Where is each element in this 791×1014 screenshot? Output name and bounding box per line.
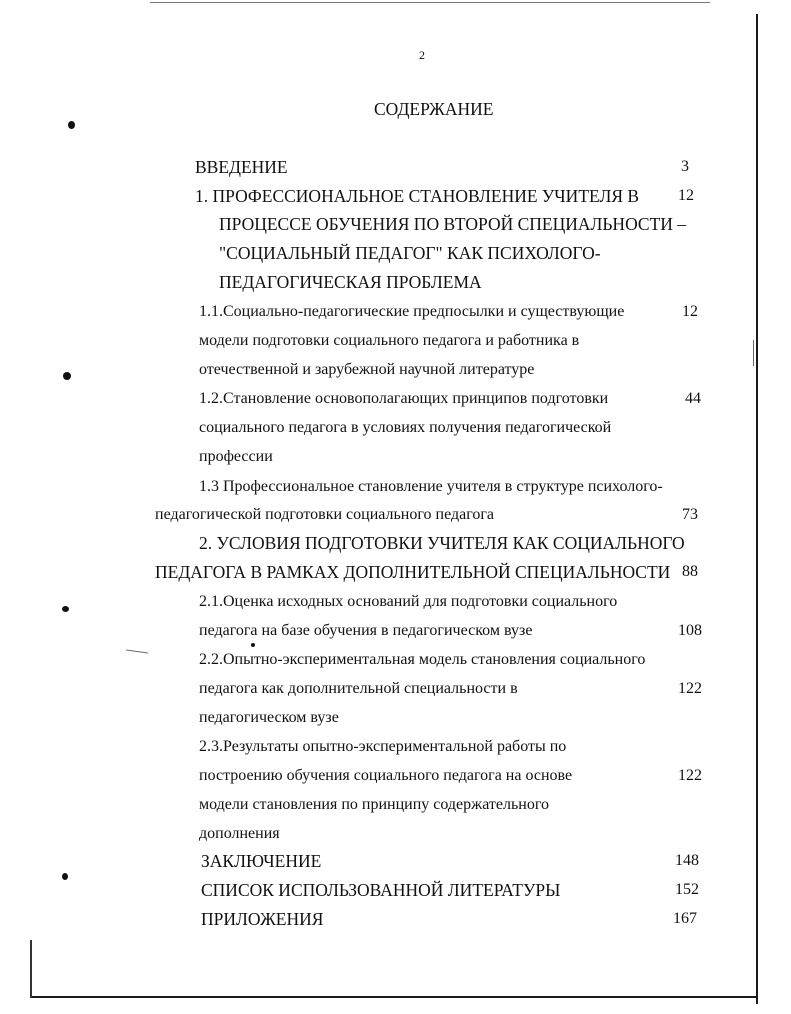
toc-entry-ch1-line: ПЕДАГОГИЧЕСКАЯ ПРОБЛЕМА bbox=[219, 272, 482, 292]
toc-entry-conclusion: ЗАКЛЮЧЕНИЕ bbox=[201, 851, 322, 871]
toc-entry-ch1-line: "СОЦИАЛЬНЫЙ ПЕДАГОГ" КАК ПСИХОЛОГО- bbox=[219, 243, 601, 263]
toc-entry-2-1-line: 2.1.Оценка исходных оснований для подготовки социального bbox=[199, 593, 618, 610]
toc-entry-ch2-line: 2. УСЛОВИЯ ПОДГОТОВКИ УЧИТЕЛЯ КАК СОЦИАЛЬНОГО bbox=[199, 533, 685, 553]
toc-entry-ch1-line: 1. ПРОФЕССИОНАЛЬНОЕ СТАНОВЛЕНИЕ УЧИТЕЛЯ В bbox=[195, 186, 640, 206]
toc-entry-1-3-line: 1.3 Профессиональное становление учителя в структуре психолого- bbox=[199, 478, 663, 495]
toc-entry-intro: ВВЕДЕНИЕ bbox=[195, 157, 288, 177]
toc-page-ch2: 88 bbox=[682, 563, 698, 580]
toc-entry-2-3-line: 2.3.Результаты опытно-экспериментальной работы по bbox=[199, 738, 567, 755]
page-number: 2 bbox=[419, 48, 425, 62]
scan-speck bbox=[63, 372, 71, 380]
scan-edge-left bbox=[30, 940, 32, 998]
toc-entry-1-2-line: 1.2.Становление основополагающих принципов подготовки bbox=[199, 390, 609, 407]
toc-page-intro: 3 bbox=[681, 158, 689, 175]
toc-entry-2-1-line: педагога на базе обучения в педагогическом вузе bbox=[199, 622, 533, 639]
scan-edge-top bbox=[150, 2, 710, 3]
toc-entry-bibliography: СПИСОК ИСПОЛЬЗОВАННОЙ ЛИТЕРАТУРЫ bbox=[201, 880, 561, 900]
scan-speck bbox=[62, 606, 69, 612]
toc-page-appendices: 167 bbox=[673, 910, 697, 927]
scan-speck bbox=[251, 643, 255, 647]
scan-edge-right bbox=[756, 14, 758, 1004]
toc-entry-2-3-line: модели становления по принципу содержательного bbox=[199, 796, 549, 813]
toc-entry-1-3-line: педагогической подготовки социального педагога bbox=[155, 506, 495, 523]
toc-entry-appendices: ПРИЛОЖЕНИЯ bbox=[201, 909, 324, 929]
scan-speck bbox=[68, 121, 75, 129]
toc-entry-2-2-line: педагогическом вузе bbox=[199, 709, 339, 726]
toc-page-conclusion: 148 bbox=[675, 852, 699, 869]
scan-edge-bottom bbox=[30, 996, 758, 998]
toc-page-1-2: 44 bbox=[685, 390, 701, 407]
toc-page-2-3: 122 bbox=[678, 767, 702, 784]
toc-page-1-3: 73 bbox=[682, 506, 698, 523]
toc-page-ch1: 12 bbox=[678, 187, 694, 204]
toc-entry-2-2-line: 2.2.Опытно-экспериментальная модель становления социального bbox=[199, 651, 646, 668]
toc-entry-2-2-line: педагога как дополнительной специальности в bbox=[199, 680, 518, 697]
toc-entry-2-3-line: построению обучения социального педагога на основе bbox=[199, 767, 573, 784]
scan-scuff bbox=[126, 649, 148, 653]
scan-scuff bbox=[753, 340, 754, 366]
toc-title: СОДЕРЖАНИЕ bbox=[374, 99, 494, 119]
toc-entry-1-2-line: профессии bbox=[199, 448, 273, 465]
toc-entry-ch1-line: ПРОЦЕССЕ ОБУЧЕНИЯ ПО ВТОРОЙ СПЕЦИАЛЬНОСТИ – bbox=[219, 214, 687, 234]
scan-speck bbox=[62, 873, 68, 880]
toc-entry-1-1-line: 1.1.Социально-педагогические предпосылки и существующие bbox=[199, 303, 625, 320]
toc-entry-2-3-line: дополнения bbox=[199, 825, 280, 842]
toc-page-2-1: 108 bbox=[678, 622, 702, 639]
toc-entry-ch2-line: ПЕДАГОГА В РАМКАХ ДОПОЛНИТЕЛЬНОЙ СПЕЦИАЛЬНОСТИ bbox=[155, 562, 671, 582]
toc-entry-1-1-line: модели подготовки социального педагога и работника в bbox=[199, 332, 580, 349]
toc-page-bibliography: 152 bbox=[675, 881, 699, 898]
toc-page-2-2: 122 bbox=[678, 680, 702, 697]
toc-page-1-1: 12 bbox=[682, 303, 698, 320]
toc-entry-1-2-line: социального педагога в условиях получения педагогической bbox=[199, 419, 612, 436]
toc-entry-1-1-line: отечественной и зарубежной научной литературе bbox=[199, 361, 535, 378]
